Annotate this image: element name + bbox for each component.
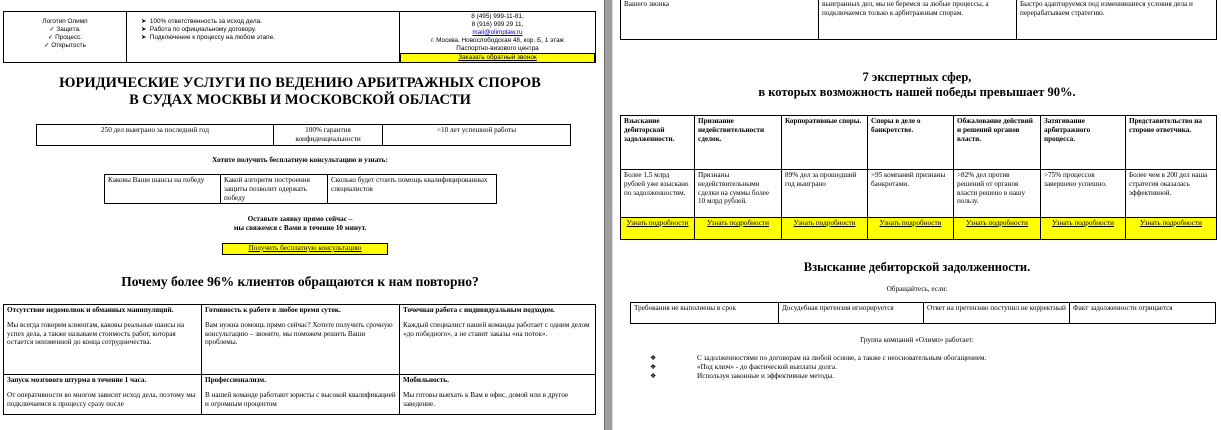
spheres-table — [620, 115, 1217, 240]
logo-title: Логотип Олимп — [42, 18, 88, 25]
consult-cell: Какой алгоритм построения защиты позволит одержать победу — [221, 175, 328, 204]
sphere-head: Признание недействительности сделок. — [695, 116, 782, 170]
why-cell-title: Запуск мозгового штурма в течение 1 часа. — [7, 376, 147, 384]
why-table — [3, 304, 596, 415]
apply-text: Оставьте заявку прямо сейчас – мы свяжемся с Вами в течение 10 минут. — [233, 215, 367, 232]
sphere-head: Корпоративные споры. — [782, 116, 868, 170]
diamond-bullet-icon: ❖ — [650, 354, 657, 362]
debt-heading: Взыскание дебиторской задолженности. — [803, 260, 1031, 274]
page-title: ЮРИДИЧЕСКИЕ УСЛУГИ ПО ВЕДЕНИЮ АРБИТРАЖНЫХ СПОРОВ В СУДАХ МОСКВЫ И МОСКОВСКОЙ ОБЛАСТИ — [59, 75, 541, 108]
consult-cell: Сколько будет стоить помощь квалифицированных специалистов — [328, 175, 497, 204]
sphere-stat: >75% процессов завершено успешно. — [1041, 170, 1126, 218]
contacts-cell — [400, 12, 596, 63]
why-heading: Почему более 96% клиентов обращаются к нам повторно? — [121, 274, 479, 289]
why-cell-text: В нашей команде работают юристы с высокой квалификацией и огромным процентом — [205, 390, 396, 408]
sphere-stat: 89% дел за прошедший год выиграно — [782, 170, 868, 218]
why-table-continued — [620, 0, 1217, 40]
learn-more-button[interactable]: Узнать подробности — [695, 218, 782, 240]
why-cell-title: Точечная работа с индивидуальным подходом. — [403, 306, 555, 314]
why-cell-title: Отсутствие недомолвок и обманных манипуляций. — [7, 306, 174, 314]
why-cell-text: Мы всегда говорим клиентам, каковы реальные шансы на успех дела, а также называем стоимость работ, которая остается неизменной до конца сотрудничества. — [7, 320, 185, 347]
why-cell-text: Каждый специалист нашей команды работает с одним делом «до победного», а не ставит заказы «на поток». — [403, 320, 590, 338]
condition-cell: Факт задолженности отрицается — [1070, 303, 1216, 324]
callback-button[interactable]: Заказать обратный звонок — [400, 53, 595, 63]
condition-cell: Ответ на претензию поступил не корректный — [924, 303, 1070, 324]
why-cell — [4, 375, 202, 415]
learn-more-button[interactable]: Узнать подробности — [621, 218, 695, 240]
why-cell — [400, 305, 596, 375]
why-cell-text: От оперативности во многом зависит исход дела, поэтому мы подключаемся к процессу сразу после — [7, 390, 196, 408]
learn-more-button[interactable]: Узнать подробности — [1126, 218, 1217, 240]
benefit-item: ➤ Подключение к процессу на любом этапе. — [141, 34, 275, 41]
sphere-stat: Более чем в 200 дел наша стратегия оказалась эффективной. — [1126, 170, 1217, 218]
free-consult-button[interactable]: Получить бесплатную консультацию — [222, 243, 388, 255]
document-page-left — [0, 0, 604, 430]
sphere-head: Обжалование действий и решений органов власти. — [954, 116, 1041, 170]
email-link[interactable]: mail@olimplaw.ru — [472, 29, 523, 36]
learn-more-button[interactable]: Узнать подробности — [782, 218, 868, 240]
stats-table — [36, 124, 571, 146]
stat-cell: >10 лет успешной работы — [383, 125, 571, 146]
works-item: ❖ Используя законные и эффективные методы. — [650, 371, 835, 380]
condition-cell: Досудебная претензия игнорируется — [779, 303, 924, 324]
group-works-text: Группа компаний «Олимп» работает: — [860, 336, 974, 344]
why-cell: выигранных дел, мы не беремся за любые процессы, а подключаемся только к арбитражным спорам. — [819, 0, 1017, 40]
stat-cell: 250 дел выиграно за последний год — [37, 125, 274, 146]
check-item: ✓ Открытость — [44, 42, 86, 49]
consult-cell: Каковы Ваши шансы на победу — [105, 175, 221, 204]
why-cell-title: Готовность к работе в любое время суток. — [205, 306, 341, 314]
benefit-item: ➤ 100% ответственность за исход дела. — [141, 18, 262, 25]
address-text: г. Москва, Новослободская 48, кор. Б, 1 этаж — [431, 37, 564, 44]
stat-cell: 100% гарантия конфиденциальности — [274, 125, 383, 146]
condition-cell: Требования не выполнены в срок — [631, 303, 779, 324]
check-item: ✓ Процесс. — [47, 34, 83, 41]
works-item: ❖ С задолженностями по договорам на любой основе, а также с неосновательным обогащением. — [650, 354, 987, 362]
works-list — [650, 354, 1210, 380]
why-cell-title: Мобильность. — [403, 376, 449, 384]
sphere-head: Затягивание арбитражного процесса. — [1041, 116, 1126, 170]
benefits-cell — [127, 12, 400, 63]
address-text-2: Паспортно-визового центра — [456, 45, 539, 52]
header-table — [3, 11, 596, 63]
why-cell-title: Профессионализм. — [205, 376, 266, 384]
learn-more-button[interactable]: Узнать подробности — [954, 218, 1041, 240]
diamond-bullet-icon: ❖ — [650, 362, 657, 371]
logo-cell — [4, 12, 127, 63]
phone-number[interactable]: 8 (495) 999-11-81, — [471, 13, 524, 20]
why-cell — [400, 375, 596, 415]
check-item: ✓ Защита. — [49, 26, 81, 33]
why-cell — [202, 375, 400, 415]
page-gutter — [604, 0, 613, 430]
works-item: ❖ «Под ключ» - до фактической выплаты долга. — [650, 362, 837, 371]
spheres-heading: 7 экспертных сфер, в которых возможность нашей победы превышает 90%. — [758, 70, 1076, 99]
consult-table — [104, 174, 497, 204]
sphere-head: Представительство на стороне ответчика. — [1126, 116, 1217, 170]
sphere-stat: >82% дел против решений от органов власти решено в нашу пользу. — [954, 170, 1041, 218]
sphere-head: Споры в деле о банкротстве. — [868, 116, 954, 170]
why-cell: Вашего звонка — [621, 0, 819, 40]
sphere-stat: Более 1,5 млрд рублей уже взыскано по задолженностям. — [621, 170, 695, 218]
consult-heading: Хотите получить бесплатную консультацию и узнать: — [212, 156, 388, 164]
why-cell — [202, 305, 400, 375]
learn-more-button[interactable]: Узнать подробности — [1041, 218, 1126, 240]
why-cell — [4, 305, 202, 375]
sphere-stat: Признаны недействительными сделки на суммы более 10 млрд рублей. — [695, 170, 782, 218]
sphere-head: Взыскание дебиторской задолженности. — [621, 116, 695, 170]
diamond-bullet-icon: ❖ — [650, 371, 657, 380]
benefit-item: ➤ Работа по официальному договору. — [141, 26, 257, 33]
conditions-table — [630, 302, 1216, 324]
why-cell: Быстро адаптируемся под изменившиеся условия дела и перерабатываем стратегию. — [1017, 0, 1217, 40]
apply-if-text: Обращайтесь, если: — [886, 285, 948, 293]
why-cell-text: Мы готовы выехать к Вам в офис, домой или в другое заведение. — [403, 390, 569, 408]
phone-number[interactable]: 8 (916) 999 29 11, — [471, 21, 524, 28]
sphere-stat: >95 компаний признаны банкротами. — [868, 170, 954, 218]
why-cell-text: Вам нужна помощь прямо сейчас? Хотите получить срочную консультацию – звоните, мы поможем решить Ваши проблемы. — [205, 320, 393, 347]
document-page-right — [613, 0, 1221, 430]
learn-more-button[interactable]: Узнать подробности — [868, 218, 954, 240]
